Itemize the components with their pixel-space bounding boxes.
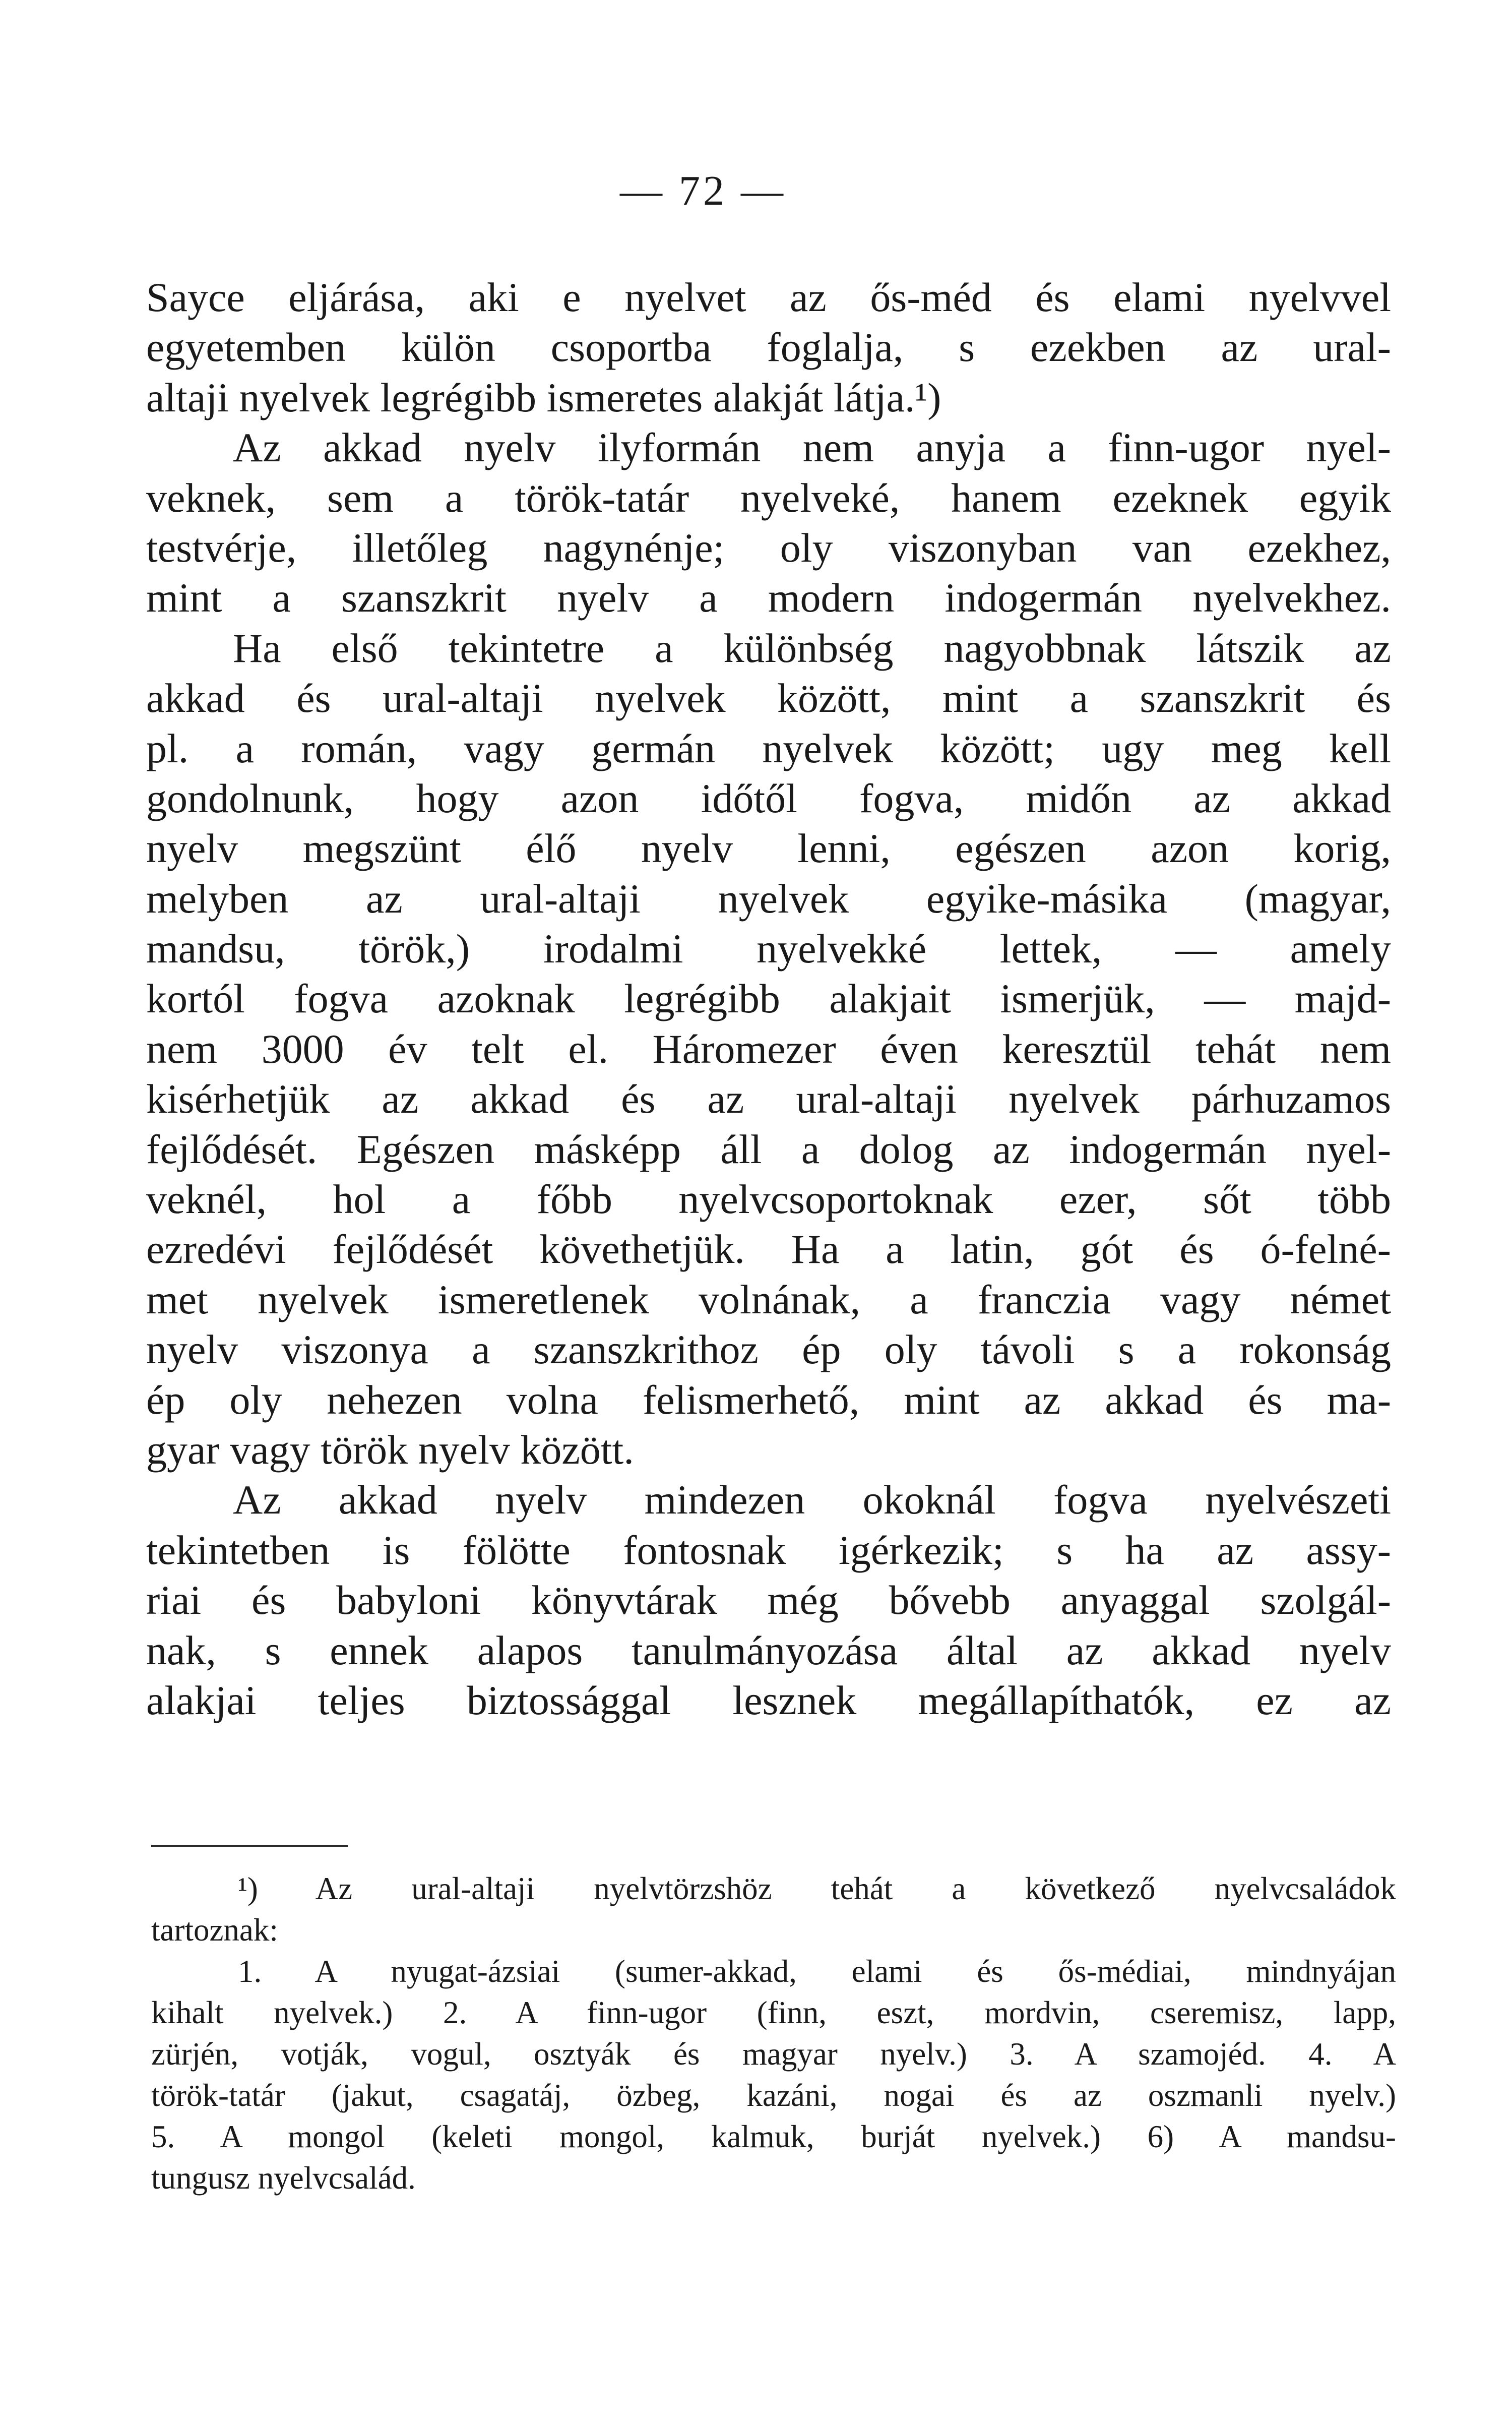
body-line: nem 3000 év telt el. Háromezer éven keresztül tehát nem [146, 1025, 1391, 1072]
body-line: alakjai teljes biztossággal lesznek megállapíthatók, ez az [146, 1677, 1391, 1723]
body-line: akkad és ural-altaji nyelvek között, mint a szanszkrit és [146, 675, 1391, 721]
body-line: melyben az ural-altaji nyelvek egyike-másika (magyar, [146, 875, 1391, 922]
footnote-line: török-tatár (jakut, csagatáj, özbeg, kazáni, nogai és az oszmanli nyelv.) [151, 2078, 1396, 2113]
body-line: nyelv megszünt élő nyelv lenni, egészen azon korig, [146, 825, 1391, 872]
body-line: egyetemben külön csoportba foglalja, s ezekben az ural- [146, 324, 1391, 371]
body-line: nyelv viszonya a szanszkrithoz ép oly távoli s a rokonság [146, 1326, 1391, 1373]
body-line: altaji nyelvek legrégibb ismeretes alakját látja.¹) [146, 374, 941, 420]
footnote-separator [151, 1845, 348, 1847]
body-line: ép oly nehezen volna felismerhető, mint az akkad és ma- [146, 1376, 1391, 1423]
footnote-line: tartoznak: [151, 1912, 278, 1948]
body-line: riai és babyloni könyvtárak még bővebb anyaggal szolgál- [146, 1577, 1391, 1623]
body-line: met nyelvek ismeretlenek volnának, a franczia vagy német [146, 1276, 1391, 1322]
body-line: gondolnunk, hogy azon időtől fogva, midőn az akkad [146, 775, 1391, 821]
footnote-line: 1. A nyugat-ázsiai (sumer-akkad, elami és ős-médiai, mindnyájan [238, 1954, 1396, 1989]
body-line: Ha első tekintetre a különbség nagyobbnak látszik az [233, 625, 1391, 671]
body-line: Az akkad nyelv mindezen okoknál fogva nyelvészeti [233, 1477, 1391, 1523]
body-line: veknél, hol a főbb nyelvcsoportoknak ezer, sőt több [146, 1176, 1391, 1223]
body-line: nak, s ennek alapos tanulmányozása által az akkad nyelv [146, 1627, 1391, 1673]
body-line: Sayce eljárása, aki e nyelvet az ős-méd és elami nyelvvel [146, 274, 1391, 320]
body-line: mint a szanszkrit nyelv a modern indogermán nyelvekhez. [146, 575, 1391, 621]
body-line: fejlődését. Egészen másképp áll a dolog az indogermán nyel- [146, 1126, 1391, 1172]
body-line: ezredévi fejlődését követhetjük. Ha a latin, gót és ó-felné- [146, 1226, 1391, 1273]
body-line: pl. a román, vagy germán nyelvek között; ugy meg kell [146, 725, 1391, 771]
body-line: kortól fogva azoknak legrégibb alakjait ismerjük, — majd- [146, 976, 1391, 1022]
footnote [151, 1868, 1396, 2199]
body-line: mandsu, török,) irodalmi nyelvekké lettek, — amely [146, 926, 1391, 972]
page-number: — 72 — [620, 167, 786, 214]
body-text [146, 272, 1391, 1725]
footnote-line: tungusz nyelvcsalád. [151, 2160, 416, 2196]
body-line: gyar vagy török nyelv között. [146, 1426, 634, 1473]
body-line: testvérje, illetőleg nagynénje; oly viszonyban van ezekhez, [146, 524, 1391, 571]
footnote-line: 5. A mongol (keleti mongol, kalmuk, burját nyelvek.) 6) A mandsu- [151, 2119, 1396, 2154]
body-line: Az akkad nyelv ilyformán nem anyja a finn-ugor nyel- [233, 425, 1391, 471]
body-line: tekintetben is fölötte fontosnak igérkezik; s ha az assy- [146, 1527, 1391, 1573]
footnote-line: ¹) Az ural-altaji nyelvtörzshöz tehát a következő nyelvcsaládok [238, 1871, 1396, 1906]
body-line: veknek, sem a török-tatár nyelveké, hanem ezeknek egyik [146, 474, 1391, 521]
body-line: kisérhetjük az akkad és az ural-altaji nyelvek párhuzamos [146, 1076, 1391, 1122]
footnote-line: zürjén, votják, vogul, osztyák és magyar nyelv.) 3. A szamojéd. 4. A [151, 2036, 1396, 2072]
footnote-line: kihalt nyelvek.) 2. A finn-ugor (finn, eszt, mordvin, cseremisz, lapp, [151, 1995, 1396, 2030]
